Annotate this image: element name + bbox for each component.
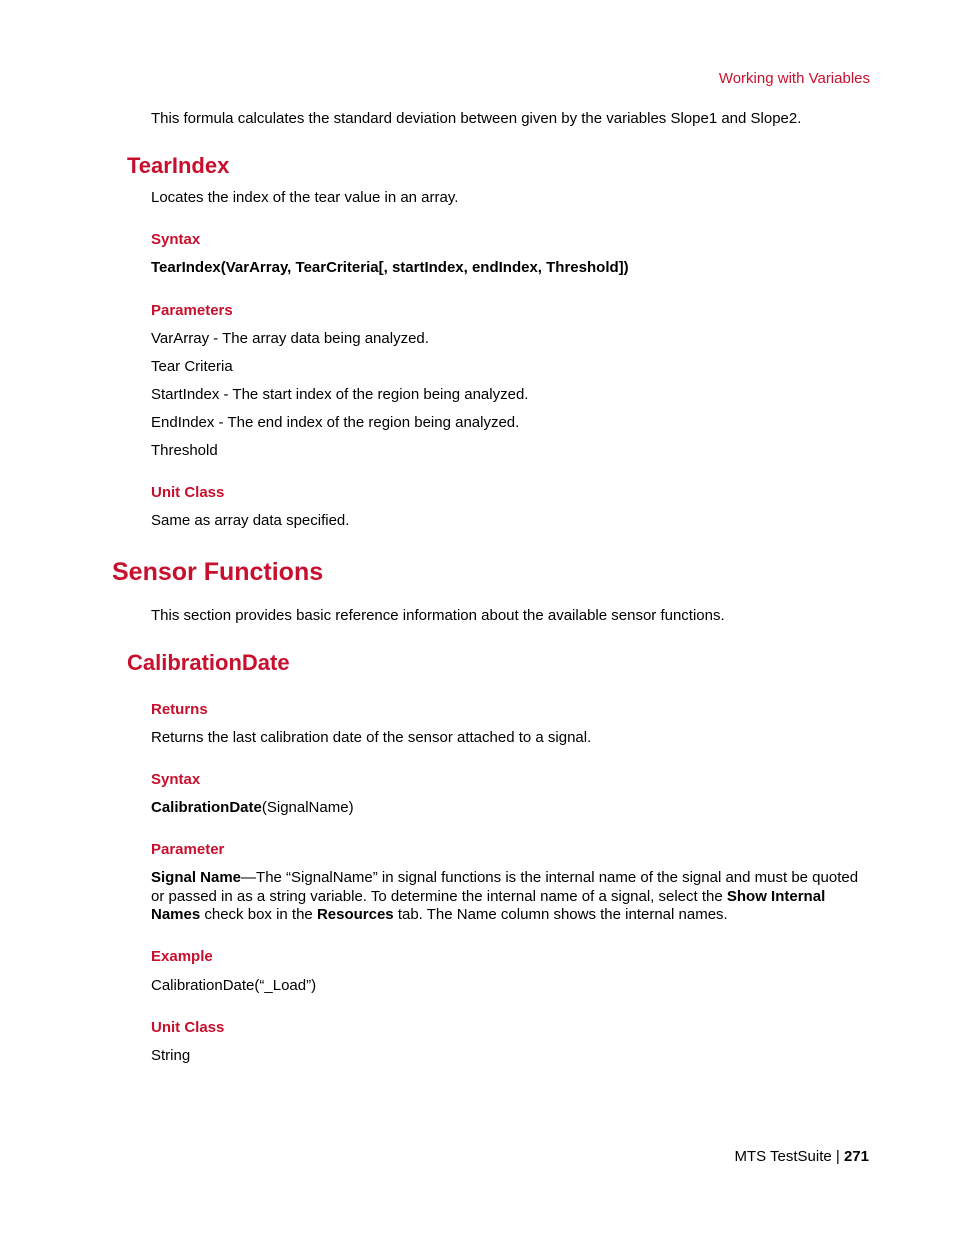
tearindex-unit-class-heading: Unit Class xyxy=(151,484,225,501)
parameter-item: VarArray - The array data being analyzed. xyxy=(151,330,429,347)
syntax-function-name: CalibrationDate xyxy=(151,799,262,816)
calibrationdate-unit-class-heading: Unit Class xyxy=(151,1019,225,1036)
parameter-item: StartIndex - The start index of the region being analyzed. xyxy=(151,386,529,403)
calibrationdate-returns-heading: Returns xyxy=(151,701,208,718)
parameter-text: —The “SignalName” in signal functions is the internal name of the signal and must be quoted or passed in as a string variable. To determine the internal name of a signal, select the xyxy=(151,869,859,905)
calibrationdate-parameter-description xyxy=(151,869,873,925)
parameter-text: tab. The Name column shows the internal names. xyxy=(393,906,728,923)
tearindex-unit-class: Same as array data specified. xyxy=(151,512,350,529)
page-footer xyxy=(734,1148,869,1165)
calibrationdate-syntax-heading: Syntax xyxy=(151,771,201,788)
calibrationdate-example-heading: Example xyxy=(151,948,213,965)
parameter-item: Tear Criteria xyxy=(151,358,233,375)
intro-text: This formula calculates the standard deviation between given by the variables Slope1 and Slope2. xyxy=(151,110,802,127)
calibrationdate-heading: CalibrationDate xyxy=(127,650,290,675)
calibrationdate-parameter-heading: Parameter xyxy=(151,841,225,858)
calibrationdate-example: CalibrationDate(“_Load”) xyxy=(151,977,317,994)
sensor-functions-heading: Sensor Functions xyxy=(112,558,324,586)
syntax-arguments: (SignalName) xyxy=(261,799,354,816)
parameter-term: Signal Name xyxy=(151,869,242,886)
resources-tab-label: Resources xyxy=(316,906,394,923)
footer-product: MTS TestSuite | xyxy=(734,1148,844,1165)
show-internal-names-label: Show Internal Names xyxy=(151,887,826,923)
tearindex-syntax-heading: Syntax xyxy=(151,231,201,248)
parameter-item: EndIndex - The end index of the region being analyzed. xyxy=(151,414,520,431)
sensor-functions-description: This section provides basic reference information about the available sensor functions. xyxy=(151,607,725,624)
calibrationdate-returns: Returns the last calibration date of the sensor attached to a signal. xyxy=(151,729,592,746)
tearindex-parameters-heading: Parameters xyxy=(151,302,233,319)
parameter-item: Threshold xyxy=(151,442,218,459)
tearindex-description: Locates the index of the tear value in an array. xyxy=(151,189,459,206)
tearindex-heading: TearIndex xyxy=(127,153,230,178)
parameter-text: check box in the xyxy=(200,906,317,923)
page-number: 271 xyxy=(843,1148,869,1165)
running-header: Working with Variables xyxy=(718,70,870,87)
calibrationdate-unit-class: String xyxy=(151,1047,191,1064)
calibrationdate-syntax xyxy=(151,799,354,817)
tearindex-syntax: TearIndex(VarArray, TearCriteria[, startIndex, endIndex, Threshold]) xyxy=(151,259,629,276)
